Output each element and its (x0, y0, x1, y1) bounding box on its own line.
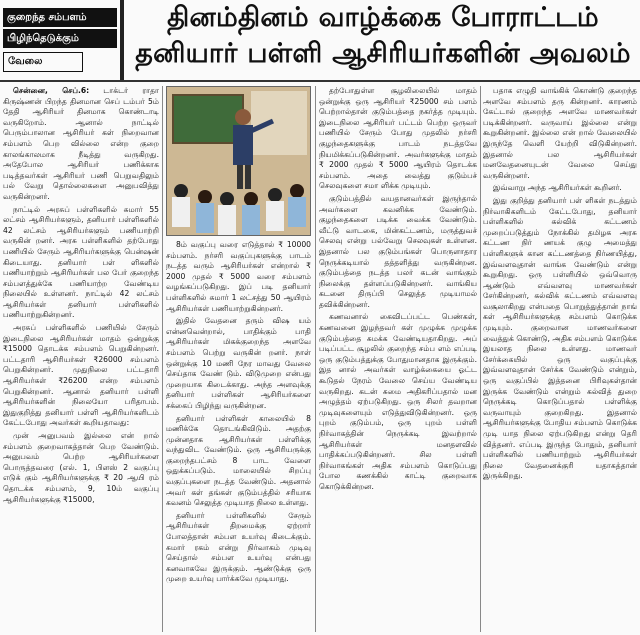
paragraph: தனியார் பள்ளிகள் காலையில் 8 மணிக்கே தொடங்கிவிடும். அதற்கு முன்னதாக ஆசிரியர்கள் பள்ளிக்கு வந்துவிட வேண்டும். ஒரு ஆசிரியருக்கு குறைந்தபட்சம் 8 பாட வேளை ஒதுக்கப்படும். மாலையில் சிறப்பு வகுப்புகளை நடத்த வேண்டும். அதனால் அவர் கள் தங்கள் குடும்பத்தில் சரியாக கவனம் செலுத்த முடியாத நிலை உள்ளது. (166, 413, 311, 508)
paragraph: தனியார் பள்ளிகளில் சேரும் ஆசிரியர்கள் திறமைக்கு ஏற்றார் போலத்தான் சம்பள உயர்வு கிடைக்கும். சுமார் ரகம் என்று நிர்வாகம் முடிவு செய்தால் சம்பள உயர்வு என்பது கனவாகவே இருக்கும். ஆண்டுக்கு ஒரு முறை உயர்வு பார்க்கவே முடியாது. (166, 510, 311, 584)
classroom-photo (166, 86, 311, 236)
headline (128, 0, 638, 72)
headline-divider (120, 0, 124, 80)
header-rule (0, 80, 640, 82)
paragraph: 8ம் வகுப்பு வரை எடுத்தால் ₹ 10000 சம்பளம். நர்சரி வகுப்புகளுக்கு பாடம் நடத்த வரும் ஆசிரியர்கள் என்றால் ₹ 2000 முதல் ₹ 5000 வரை சம்பளம் வழங்கப்படுகிறது. இப் படி தனியார் பள்ளிகளில் சுமார் 1 லட்சத்து 50 ஆயிரம் ஆசிரியர்கள் பணியாற்றுகின்றனர். (166, 240, 311, 313)
paragraph (3, 86, 159, 203)
paragraph: இதில் வேதனை தரும் விஷ யம் என்னவென்றால், பாதிக்கும் பாதி ஆசிரியர்கள் மிகக்குறைந்த அளவே சம்பளம் பெற்று வருகின் றனர். நாள் ஒன்றுக்கு 10 மணி நேர மாவது வேலை செய்தாக வேண் டும். விடுமுறை என்பது முறையாக கிடைக்காது. அந்த அளவுக்கு தனியார் பள்ளிகள் ஆசிரியர்களை சக்கைப் பிழிந்து வருகின்றன. (166, 316, 311, 410)
headline-line-2: தனியார் பள்ளி ஆசிரியர்களின் அவலம் (135, 38, 631, 69)
kicker-line-2: பிழிந்தெடுக்கும் (3, 29, 117, 48)
paragraph: பதாக எழுதி வாங்கிக் கொண்டு குறைந்த அளவே சம்பளம் தரு கின்றனர். காரணம் கேட்டால் குறைந்த அளவே மாணவர்கள் படிக்கின்றனர். வருவாய் இல்லை என்று கூறுகின்றனர். இல்லை என் றால் வேலையில் இருந்தே வெளி யேற்றி விடுகின்றனர். இதனால் பல ஆசிரியர்கள் மனவேதனையுடன் வேலை செய்து வருகின்றனர். (483, 86, 637, 180)
paragraph: நாட்டில் அரசுப் பள்ளிகளில் சுமார் 55 லட்சம் ஆசிரியர்களும், தனியார் பள்ளிகளில் 42 லட்சம் ஆசிரியர்களும் பணியாற்றி வருகின் றனர். அரசு பள்ளிகளில் தற்போது பணியில் சேரும் ஆசிரியர்களுக்கு பென்ஷன் கிடையாது. தனியார் பள் ளிகளில் பணியாற்றும் ஆசிரியர்கள் பல பேர் குறைந்த சம்பளத்துக்கே பணியாற்ற வேண்டிய நிலையில் உள்ளனர். நாட்டில் 42 லட்சம் ஆசிரியர்கள் தனியார் பள்ளிகளில் பணியாற்றுகின்றனர். (3, 204, 159, 320)
paragraph: தற்போதுள்ள சூழலிலையில் மாதம் ஒன்றுக்கு ஒரு ஆசிரியர் ₹25000 சம் பளம் பெற்றால்தான் குடும்பத்தை நகர்த்த முடியும். இடைநிலை ஆசிரியர் பட்டம் பெற்ற ஒருவர் பணியில் சேரும் போது முதலில் நர்சரி குழந்தைகளுக்கு பாடம் நடத்தவே நியமிக்கப்படுகின்றனர். அவர்களுக்கு மாதம் ₹ 2000 முதல் ₹ 5000 ஆயிரம் தொடக்க சம்பளம். அதை வைத்து குடும்பச் செலவுகளை சமா ளிக்க முடியும். (319, 86, 477, 191)
paragraph: குடும்பத்தில் வயதானவர்கள் இருந்தால் அவர்களை கவனிக்க வேண்டும். குழந்தைகளை படிக்க வைக்க வேண்டும். வீட்டு வாடகை, மின்கட்டணம், மருத்துவச் செலவு என்று பல்வேறு செலவுகள் உள்ளன. இதனால் பல குடும்பங்கள் பொருளாதார நெருக்கடியால் தத்தளித்து வருகின்றன. குடும்பத்தை நடத்த பலர் கடன் வாங்கும் நிலைக்கு தள்ளப்படுகின்றனர். வாங்கிய கடனை திருப்பி செலுத்த முடியாமல் தவிக்கின்றனர். (319, 193, 477, 309)
paragraph: இவ்வாறு அந்த ஆசிரியர்கள் கூறினர். (493, 183, 622, 193)
blackboard-icon (173, 95, 243, 143)
paragraph: அரசுப் பள்ளிகளில் பணியில் சேரும் இடைநிலை ஆசிரியர்கள் மாதம் ஒன்றுக்கு ₹15000 தொடக்க சம்பளம் பெறுகின்றனர். பட்டதாரி ஆசிரியர்கள் ₹26000 சம்பளம் பெறுகின்றனர். முதுநிலை பட்டதாரி ஆசிரியர்கள் ₹26200 என்ற சம்பளம் பெறுகின்றனர். ஆனால் தனியார் பள்ளி ஆசிரியர்களின் நிலையோ பரிதாபம். இதுகுறித்து தனியார் பள்ளி ஆசிரியர்களிடம் கேட்டபோது அவர்கள் கூறியதாவது: (3, 323, 159, 428)
article-column-4 (483, 86, 637, 634)
paragraph: முன் அனுபவம் இல்லை என் றால் சம்பளம் குறைவாகத்தான் பெற வேண்டும். அனுபவம் பெற்ற ஆசிரியர்களை பொருத்தவரை (எல். 1, பிளஸ் 2 வகுப்பு எடுக் கும் ஆசிரியர்களுக்கு ₹ 20 ஆயி ரம் தொடக்க சம்பளம், 9, 10ம் வகுப்பு ஆசிரியர்களுக்கு ₹15000, (3, 431, 159, 504)
column-divider (480, 86, 481, 632)
teacher-head-icon (235, 109, 251, 125)
article-column-1 (3, 86, 159, 634)
paragraph: இது குறித்து தனியார் பள் ளிகள் நடத்தும் நிர்வாகிகளிடம் கேட்டபோது, தனியார் பள்ளிகளில் கல்விக் கட்டணம் முறைப்படுத்தும் நோக்கில் தமிழக அரசு கட்டண நிர் ணயக் குழு அமைத்து பள்ளிகளுக் கான கட்டணத்தை நிர்ணயித்து, இவ்வளவுதான் வாங்க வேண்டும் என்று கூறுகிறது. ஒரு பள்ளியில் ஒவ்வொரு ஆண்டும் எவ்வளவு மாணவர்கள் சேர்கின்றனர், கல்விக் கட்டணம் எவ்வளவு வசூலாகிறது என்பதை பொறுத்துத்தான் நாங் கள் ஆசிரியர்களுக்கு சம்பளம் கொடுக்க முடியும். குறைவான மாணவர்களை வைத்துக் கொண்டு, அதிக சம்பளம் கொடுக்க இயலாத நிலை உள்ளது. மாணவர் சேர்க்கையில் ஒரு வகுப்புக்கு இவ்வளவுதான் சேர்க்க வேண்டும் என்றும், ஒரு வகுப்பில் இத்தனை பிரிவுகள்தான் இருக்க வேண்டும் என்றும் கல்வித் துறை நெருக்கடி கொடுப்பதால் பள்ளிக்கு வருவாயும் குறைகிறது. இதனால் ஆசிரியர்களுக்கு போதிய சம்பளம் கொடுக்க முடி யாத நிலை ஏற்படுகிறது என்று தெரி வித்தனர். எப்படி இருந்த போதும், தனியார் பள்ளிகளில் பணியாற்றும் ஆசிரியர்கள் நிலை வேதனைக்குரி யதாகத்தான் இருக்கிறது. (483, 195, 637, 481)
classroom-illustration (167, 87, 311, 236)
paragraph-text: டாக்டர் ராதா கிருஷ்ணன் பிறந்த தினமான செப் டம்பர் 5ம் தேதி ஆசிரியர் தினமாக கொண்டாடி வருகிறோம். ஆனால் நாட்டில் பெரும்பாலான ஆசிரியர் கள் நிறைவான சம்பளம் பெற வில்லை என்ற குறை காலங்காலமாக நீடித்து வருகிறது. அதேபோல ஆசிரியர் பணிக்காக படித்தவர்கள் ஆசிரியர் பணி பெறுவதிலும் பல் வேறு தொல்லைகளை அனுபவித்து வருகின்றனர். (3, 86, 159, 201)
column-divider (315, 86, 316, 632)
headline-line-1: தினம்தினம் வாழ்க்கை போராட்டம் (167, 2, 599, 33)
kicker-line-1: குறைந்த சம்பளம் (3, 8, 117, 27)
column-divider (162, 86, 163, 632)
article-column-3 (319, 86, 477, 634)
dateline: சென்னை, செப்.6: (13, 86, 90, 95)
kicker (3, 8, 117, 72)
article-column-2 (166, 240, 311, 634)
paragraph: கணவனால் கைவிடப்பட்ட பெண்கள், கணவனை இழந்தவர் கள் முழுக்க முழுக்க குடும்பத்தை சுமக்க வேண்டியதாகிறது. அப் படிப்பட்ட சூழலில் குறைந்த சம்ப ளம் எப்படி ஒரு குடும்பத்துக்கு போதுமானதாக இருக்கும். இத னால் அவர்கள் வாழ்க்கையை ஓட்ட கூடுதல் நேரம் வேலை செய்ய வேண்டிய வருகிறது. கடன் சுமை அதிகரிப்பதால் மன அழுத்தம் ஏற்படுகிறது. ஒரு சிலர் தவறான முடிவுகளையும் எடுத்துவிடுகின்றனர். ஒரு புறம் குடும்பம், ஒரு புறம் பள்ளி நிர்வாகத்தின் நெருக்கடி இவற்றால் ஆசிரியர்கள் மனதளவில் பாதிக்கப்படுகின்றனர். சில பள்ளி நிர்வாகங்கள் அதிக சம்பளம் கொடுப்பது போல கணக்கில் காட்டி குறைவாக கொடுக்கின்றன. (319, 312, 477, 491)
kicker-line-3: வேலை (3, 52, 83, 72)
